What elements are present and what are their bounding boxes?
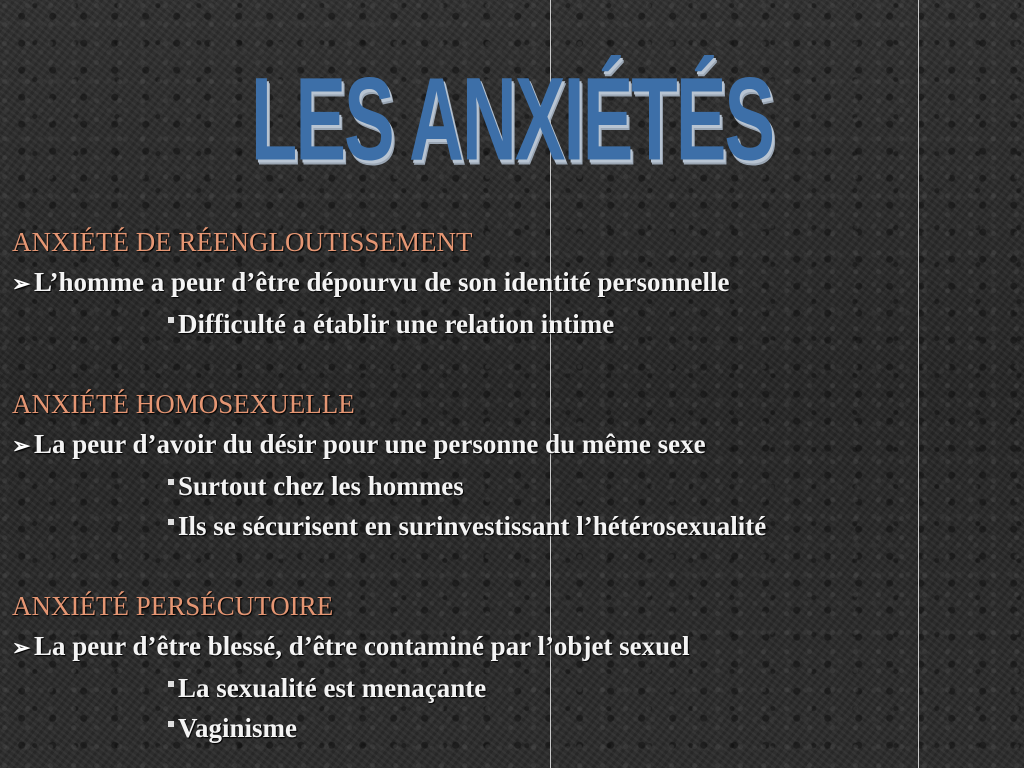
bullet-point (12, 626, 1024, 668)
section-heading: ANXIÉTÉ PERSÉCUTOIRE (12, 591, 334, 621)
sub-bullet-text: Vaginisme (178, 713, 298, 743)
section-heading: ANXIÉTÉ HOMOSEXUELLE (12, 389, 355, 419)
bullet-point-text: La peur d’avoir du désir pour une personne du même sexe (34, 429, 706, 459)
square-bullet-icon (168, 519, 174, 525)
square-bullet-icon (168, 681, 174, 687)
slide-content (12, 222, 1024, 748)
sub-bullet-point (12, 708, 1024, 748)
bullet-point-text: La peur d’être blessé, d’être contaminé par l’objet sexuel (34, 631, 690, 661)
sub-bullet-text: Surtout chez les hommes (178, 471, 464, 501)
sub-bullet-point (12, 304, 1024, 344)
sub-bullet-text: Ils se sécurisent en surinvestissant l’hétérosexualité (178, 511, 767, 541)
section-heading: ANXIÉTÉ DE RÉENGLOUTISSEMENT (12, 227, 473, 257)
square-bullet-icon (168, 721, 174, 727)
arrow-bullet-icon: ➢ (12, 271, 31, 296)
section-homosexuelle (12, 384, 1024, 546)
square-bullet-icon (168, 479, 174, 485)
slide-title: LES ANXIÉTÉS (250, 54, 774, 186)
arrow-bullet-icon: ➢ (12, 433, 31, 458)
section-persecutoire (12, 586, 1024, 748)
sub-bullet-point (12, 466, 1024, 506)
bullet-point-text: L’homme a peur d’être dépourvu de son identité personnelle (34, 267, 730, 297)
sub-bullet-text: La sexualité est menaçante (178, 673, 487, 703)
arrow-bullet-icon: ➢ (12, 635, 31, 660)
sub-bullet-point (12, 506, 1024, 546)
section-reengloutissement (12, 222, 1024, 344)
square-bullet-icon (168, 317, 174, 323)
bullet-point (12, 424, 1024, 466)
sub-bullet-point (12, 668, 1024, 708)
sub-bullet-text: Difficulté a établir une relation intime (178, 309, 615, 339)
bullet-point (12, 262, 1024, 304)
